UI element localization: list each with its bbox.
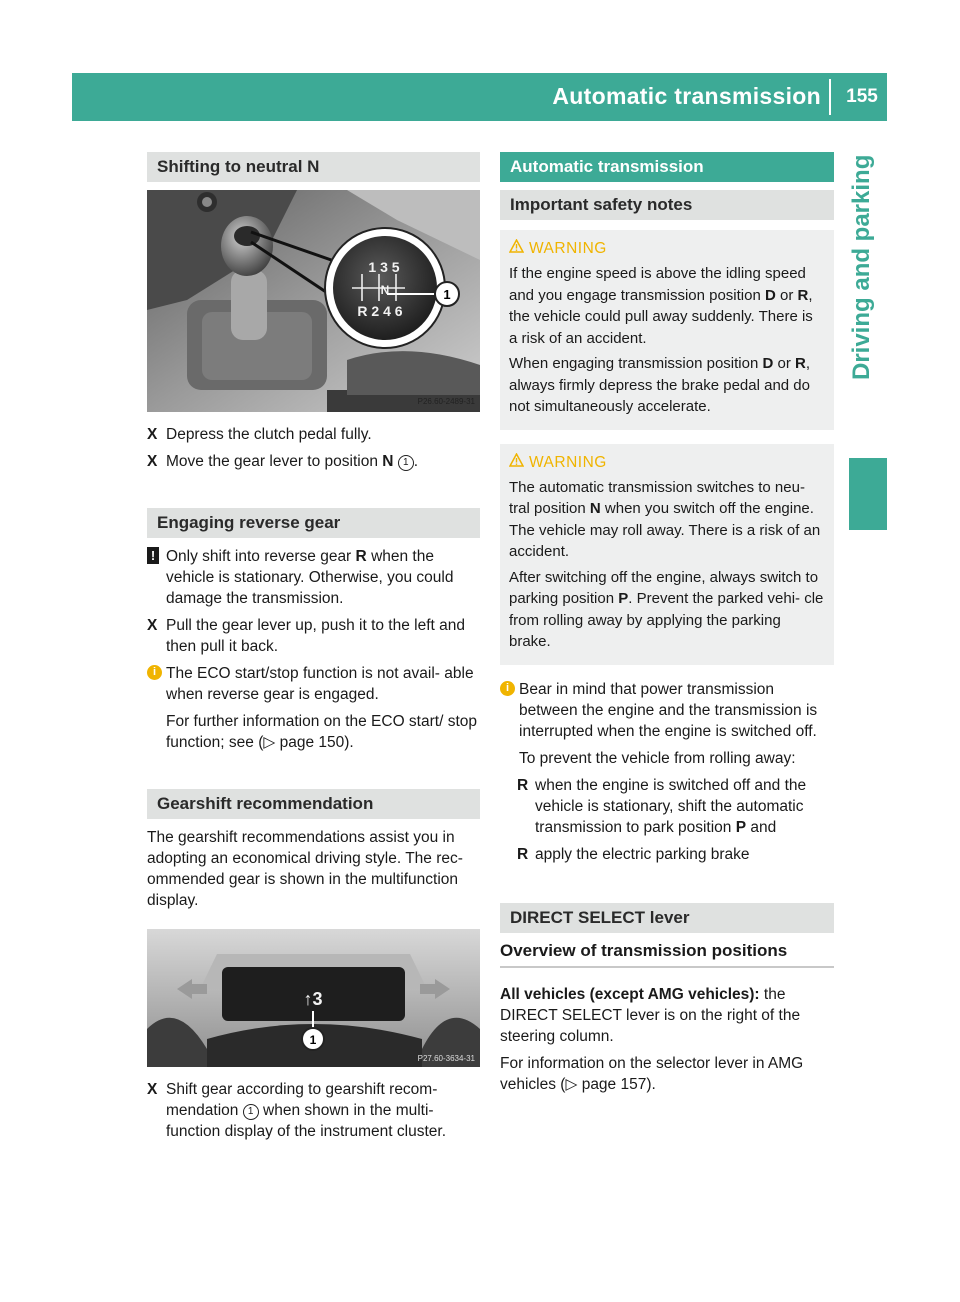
step-text-2: when shown in the multi- function display of the instrument cluster. bbox=[166, 1102, 447, 1140]
warning-box-2 bbox=[500, 444, 834, 665]
bullet-item bbox=[500, 844, 834, 865]
step-text: Move the gear lever to position bbox=[166, 453, 378, 470]
spacer bbox=[147, 478, 480, 508]
callout-ref-number: 1 bbox=[403, 457, 409, 468]
exclamation-icon: ! bbox=[147, 547, 159, 564]
info-icon: i bbox=[500, 681, 515, 696]
direct-select-paragraph-2: For information on the selector lever in AMG vehicles (▷ page 157). bbox=[500, 1054, 804, 1093]
header-divider bbox=[829, 79, 831, 115]
step-text: Pull the gear lever up, push it to the left and then pull it back. bbox=[166, 617, 465, 655]
text-span: or bbox=[777, 355, 791, 372]
position-p: P bbox=[735, 818, 747, 836]
note-reverse bbox=[147, 546, 480, 609]
page-number: 155 bbox=[846, 86, 878, 107]
lead-bold: All vehicles (except AMG vehicles): bbox=[500, 985, 760, 1003]
warning-heading bbox=[509, 238, 825, 259]
info-eco-sub: For further information on the ECO start/ stop function; see (▷ page 150). bbox=[166, 713, 477, 751]
figure-code-1: P26.60-2489-31 bbox=[417, 397, 475, 406]
warning-label: WARNING bbox=[529, 240, 607, 257]
display-photo bbox=[147, 929, 480, 1067]
info-sub: To prevent the vehicle from rolling away: bbox=[519, 749, 796, 767]
header-title: Automatic transmission bbox=[552, 83, 821, 109]
info-icon: i bbox=[147, 665, 162, 680]
step-marker: X bbox=[147, 453, 158, 470]
bullet-text: when the engine is switched off and the vehicle is stationary, shift the automatic transmission to park position bbox=[535, 776, 807, 836]
gear-pattern-top: 1 3 5 bbox=[368, 259, 400, 275]
warning-triangle-icon bbox=[509, 238, 529, 259]
bullet-marker: R bbox=[517, 845, 529, 863]
info-text: The ECO start/stop function is not avail- able when reverse gear is engaged. bbox=[166, 665, 474, 703]
warning-2-paragraph-2 bbox=[509, 567, 825, 653]
callout-1-fig1: 1 bbox=[443, 287, 451, 302]
spacer bbox=[147, 917, 480, 929]
text-span: , the vehicle could pull away suddenly. There is a risk of an accident. bbox=[509, 286, 813, 347]
position-n: N bbox=[589, 500, 601, 517]
step-marker: X bbox=[147, 617, 158, 634]
section-title-neutral: Shifting to neutral N bbox=[147, 152, 480, 182]
position-r: R bbox=[795, 355, 806, 372]
position-d: D bbox=[765, 286, 776, 304]
figure-display bbox=[147, 929, 480, 1067]
note-text-1: Only shift into reverse gear bbox=[166, 548, 352, 565]
gear-pattern-bottom: R 2 4 6 bbox=[357, 303, 403, 319]
figure-gear-lever bbox=[147, 190, 480, 412]
info-text: Bear in mind that power transmission between the engine and the transmission is interrupted when the engine is switched off. bbox=[519, 680, 818, 740]
info-power-transmission bbox=[500, 679, 834, 742]
bullet-marker: R bbox=[517, 776, 529, 794]
gear-lever-photo bbox=[147, 190, 480, 412]
left-column bbox=[147, 152, 480, 1148]
bullet-item bbox=[500, 775, 834, 838]
callout-ref-number: 1 bbox=[247, 1106, 254, 1117]
text-span: or bbox=[780, 286, 794, 304]
text-span: If the engine speed is above the idling speed and you engage transmission position bbox=[509, 265, 806, 304]
gearshift-arrow-readout: ↑3 bbox=[303, 989, 323, 1009]
spacer bbox=[147, 759, 480, 789]
callout-ref bbox=[243, 1104, 259, 1120]
chapter-title: Automatic transmission bbox=[500, 152, 834, 182]
position-r: R bbox=[797, 286, 809, 304]
text-span: , always firmly depress the brake pedal and do not simultaneously accelerate. bbox=[509, 355, 811, 415]
lead-rest: the DIRECT SELECT lever is on the right of the steering column. bbox=[500, 985, 801, 1045]
warning-heading bbox=[509, 452, 825, 473]
position-r: R bbox=[355, 548, 367, 565]
section-title-safety: Important safety notes bbox=[500, 190, 834, 220]
step-move-lever bbox=[147, 451, 480, 472]
text-span: The automatic transmission switches to neu- tral position bbox=[509, 478, 805, 517]
warning-2-paragraph-1 bbox=[509, 477, 825, 563]
text-span: When engaging transmission position bbox=[509, 355, 759, 372]
info-eco bbox=[147, 663, 480, 705]
warning-1-paragraph-1 bbox=[509, 263, 825, 349]
warning-label: WARNING bbox=[529, 453, 607, 471]
section-title-gearshift: Gearshift recommendation bbox=[147, 789, 480, 819]
position-d: D bbox=[762, 355, 774, 372]
step-shift-gear bbox=[147, 1079, 480, 1142]
warning-box-1 bbox=[500, 230, 834, 430]
step-tail: . bbox=[413, 453, 419, 470]
subsection-title-positions: Overview of transmission positions bbox=[500, 941, 834, 968]
warning-triangle-icon-svg bbox=[509, 453, 524, 467]
section-title-reverse: Engaging reverse gear bbox=[147, 508, 480, 538]
section-title-direct-select: DIRECT SELECT lever bbox=[500, 903, 834, 933]
step-pull-lever bbox=[147, 615, 480, 657]
figure-code-2: P27.60-3634-31 bbox=[417, 1054, 475, 1063]
step-text: Depress the clutch pedal fully. bbox=[166, 426, 372, 443]
callout-1-fig2: 1 bbox=[309, 1033, 317, 1047]
side-section-label: Driving and parking bbox=[848, 154, 875, 380]
warning-1-paragraph-2 bbox=[509, 353, 825, 418]
warning-triangle-icon bbox=[509, 452, 529, 473]
spacer bbox=[500, 871, 834, 903]
warning-triangle-icon-svg bbox=[509, 239, 524, 253]
callout-ref bbox=[398, 455, 414, 471]
side-tab-marker bbox=[849, 458, 887, 530]
step-text-1: Shift gear according to gearshift recom- mendation bbox=[166, 1081, 438, 1119]
gearshift-paragraph: The gearshift recommendations assist you in adopting an economical driving style. The rec- ommended gear is shown in the multifunction display. bbox=[147, 829, 463, 909]
text-span: After switching off the engine, always switch to parking position bbox=[509, 568, 819, 607]
text-span: when you switch off the engine. The vehicle may roll away. There is a risk of an accident. bbox=[509, 500, 821, 560]
page-header bbox=[72, 73, 887, 121]
bullet-text: apply the electric parking brake bbox=[535, 845, 750, 863]
step-clutch bbox=[147, 424, 480, 445]
right-column bbox=[500, 152, 834, 1101]
position-n: N bbox=[382, 453, 394, 470]
position-p: P bbox=[618, 590, 629, 607]
note-text-2: when the vehicle is stationary. Otherwise, you could damage the transmission. bbox=[166, 548, 454, 607]
gear-pattern-neutral: N bbox=[380, 283, 390, 297]
step-marker: X bbox=[147, 1081, 158, 1098]
direct-select-paragraph-1 bbox=[500, 984, 834, 1047]
text-span: . Prevent the parked vehi- cle from rolling away by applying the parking brake. bbox=[509, 590, 824, 650]
step-marker: X bbox=[147, 426, 158, 443]
bullet-text-tail: and bbox=[750, 818, 777, 836]
